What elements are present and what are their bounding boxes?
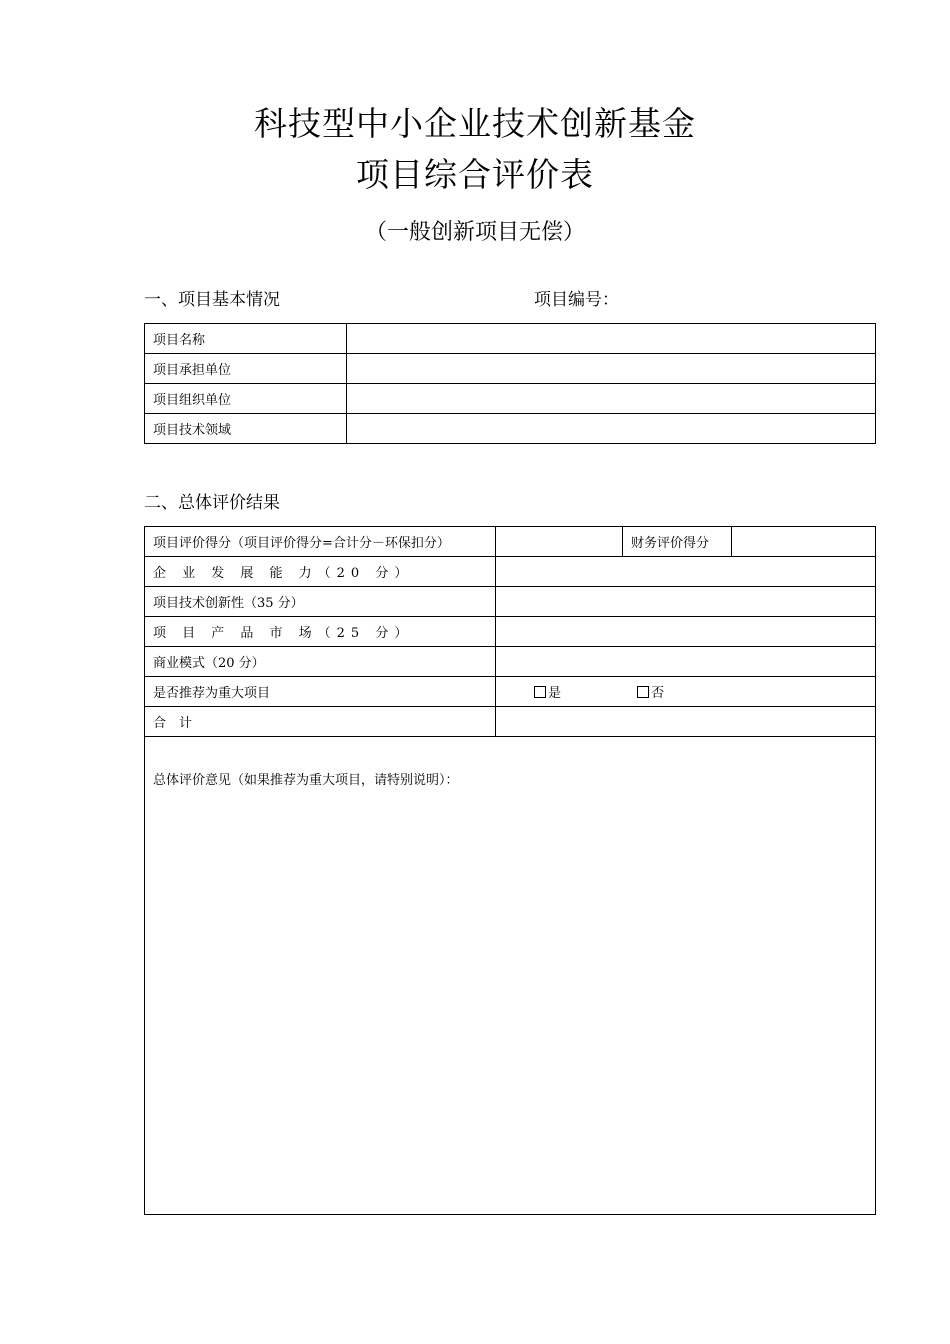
total-label: 合 计 [145, 707, 496, 737]
undertaking-unit-label: 项目承担单位 [145, 354, 347, 384]
tech-innovation-field[interactable] [496, 587, 876, 617]
finance-score-label: 财务评价得分 [623, 527, 732, 557]
table-row [145, 354, 876, 384]
form-subtitle: （一般创新项目无偿） [364, 220, 585, 245]
table-row [145, 587, 876, 617]
tech-field-label: 项目技术领域 [145, 414, 347, 444]
yes-label: 是 [548, 686, 562, 701]
evaluation-table [144, 526, 876, 1215]
table-row [145, 707, 876, 737]
table-row [145, 324, 876, 354]
total-field[interactable] [496, 707, 876, 737]
business-model-field[interactable] [496, 647, 876, 677]
table-row [145, 414, 876, 444]
project-name-field[interactable] [347, 324, 876, 354]
recommend-major-label: 是否推荐为重大项目 [145, 677, 496, 707]
section-basic-info-heading: 一、项目基本情况 [144, 290, 280, 310]
product-market-label: 项 目 产 品 市 场（25 分） [145, 617, 496, 647]
yes-checkbox[interactable] [534, 682, 561, 701]
table-row [145, 527, 876, 557]
table-row [145, 647, 876, 677]
table-row [145, 384, 876, 414]
table-row [145, 737, 876, 1215]
project-score-field[interactable] [496, 527, 623, 557]
business-model-label: 商业模式（20 分） [145, 647, 496, 677]
no-checkbox[interactable] [637, 682, 664, 701]
organizing-unit-label: 项目组织单位 [145, 384, 347, 414]
table-row [145, 617, 876, 647]
table-row [145, 557, 876, 587]
basic-info-table [144, 323, 876, 444]
dev-capability-label: 企 业 发 展 能 力（20 分） [145, 557, 496, 587]
project-name-label: 项目名称 [145, 324, 347, 354]
dev-capability-field[interactable] [496, 557, 876, 587]
overall-opinion-label: 总体评价意见（如果推荐为重大项目，请特别说明）： [153, 773, 459, 788]
project-score-label: 项目评价得分（项目评价得分=合计分－环保扣分） [145, 527, 496, 557]
no-label: 否 [651, 686, 665, 701]
checkbox-icon [637, 686, 649, 698]
product-market-field[interactable] [496, 617, 876, 647]
overall-opinion-area[interactable] [145, 737, 876, 1215]
checkbox-icon [534, 686, 546, 698]
form-title-line2: 项目综合评价表 [356, 155, 594, 194]
recommend-options [496, 677, 876, 707]
finance-score-field[interactable] [732, 527, 876, 557]
table-row [145, 677, 876, 707]
tech-innovation-label: 项目技术创新性（35 分） [145, 587, 496, 617]
form-title: 科技型中小企业技术创新基金 [254, 104, 696, 143]
organizing-unit-field[interactable] [347, 384, 876, 414]
tech-field-field[interactable] [347, 414, 876, 444]
section-overall-result-heading: 二、总体评价结果 [144, 493, 280, 513]
undertaking-unit-field[interactable] [347, 354, 876, 384]
project-number-label: 项目编号： [534, 290, 619, 310]
